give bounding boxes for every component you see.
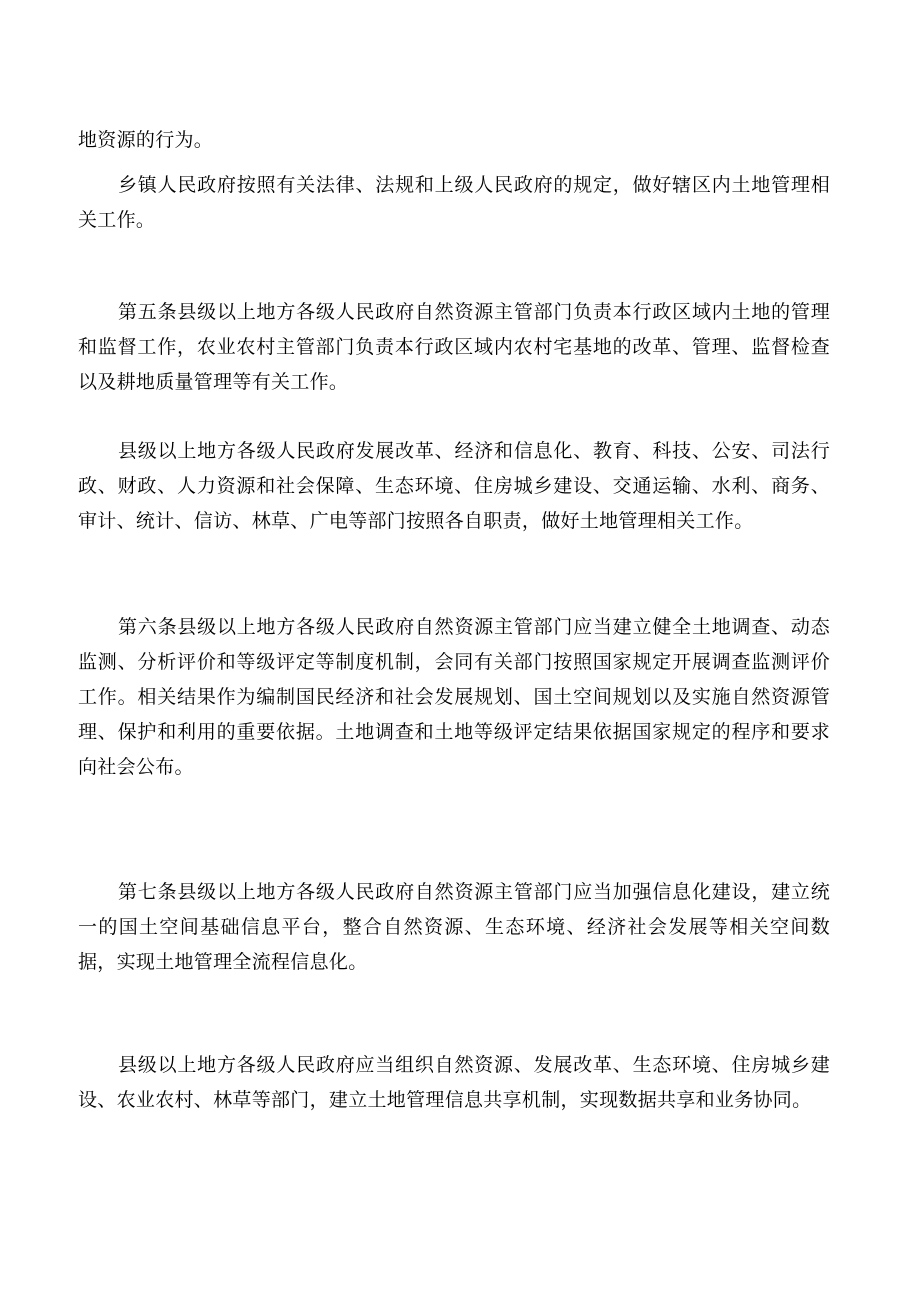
paragraph-township-duties: 乡镇人民政府按照有关法律、法规和上级人民政府的规定，做好辖区内土地管理相关工作。 — [78, 174, 830, 231]
paragraph-info-sharing: 县级以上地方各级人民政府应当组织自然资源、发展改革、生态环境、住房城乡建设、农业农村、林草等部门，建立土地管理信息共享机制，实现数据共享和业务协同。 — [78, 1054, 830, 1111]
paragraph-departments: 县级以上地方各级人民政府发展改革、经济和信息化、教育、科技、公安、司法行政、财政、人力资源和社会保障、生态环境、住房城乡建设、交通运输、水利、商务、审计、统计、信访、林草、广电等部门按照各自职责，做好土地管理相关工作。 — [78, 440, 830, 532]
paragraph-article-7: 第七条县级以上地方各级人民政府自然资源主管部门应当加强信息化建设，建立统一的国土空间基础信息平台，整合自然资源、生态环境、经济社会发展等相关空间数据，实现土地管理全流程信息化。 — [78, 881, 830, 973]
paragraph-article-6: 第六条县级以上地方各级人民政府自然资源主管部门应当建立健全土地调查、动态监测、分析评价和等级评定等制度机制，会同有关部门按照国家规定开展调查监测评价工作。相关结果作为编制国民经济和社会发展规划、国土空间规划以及实施自然资源管理、保护和利用的重要依据。土地调查和土地等级评定结果依据国家规定的程序和要求向社会公布。 — [78, 616, 830, 778]
paragraph-continuation: 地资源的行为。 — [78, 129, 214, 151]
paragraph-article-5: 第五条县级以上地方各级人民政府自然资源主管部门负责本行政区域内土地的管理和监督工作，农业农村主管部门负责本行政区域内农村宅基地的改革、管理、监督检查以及耕地质量管理等有关工作。 — [78, 301, 830, 393]
